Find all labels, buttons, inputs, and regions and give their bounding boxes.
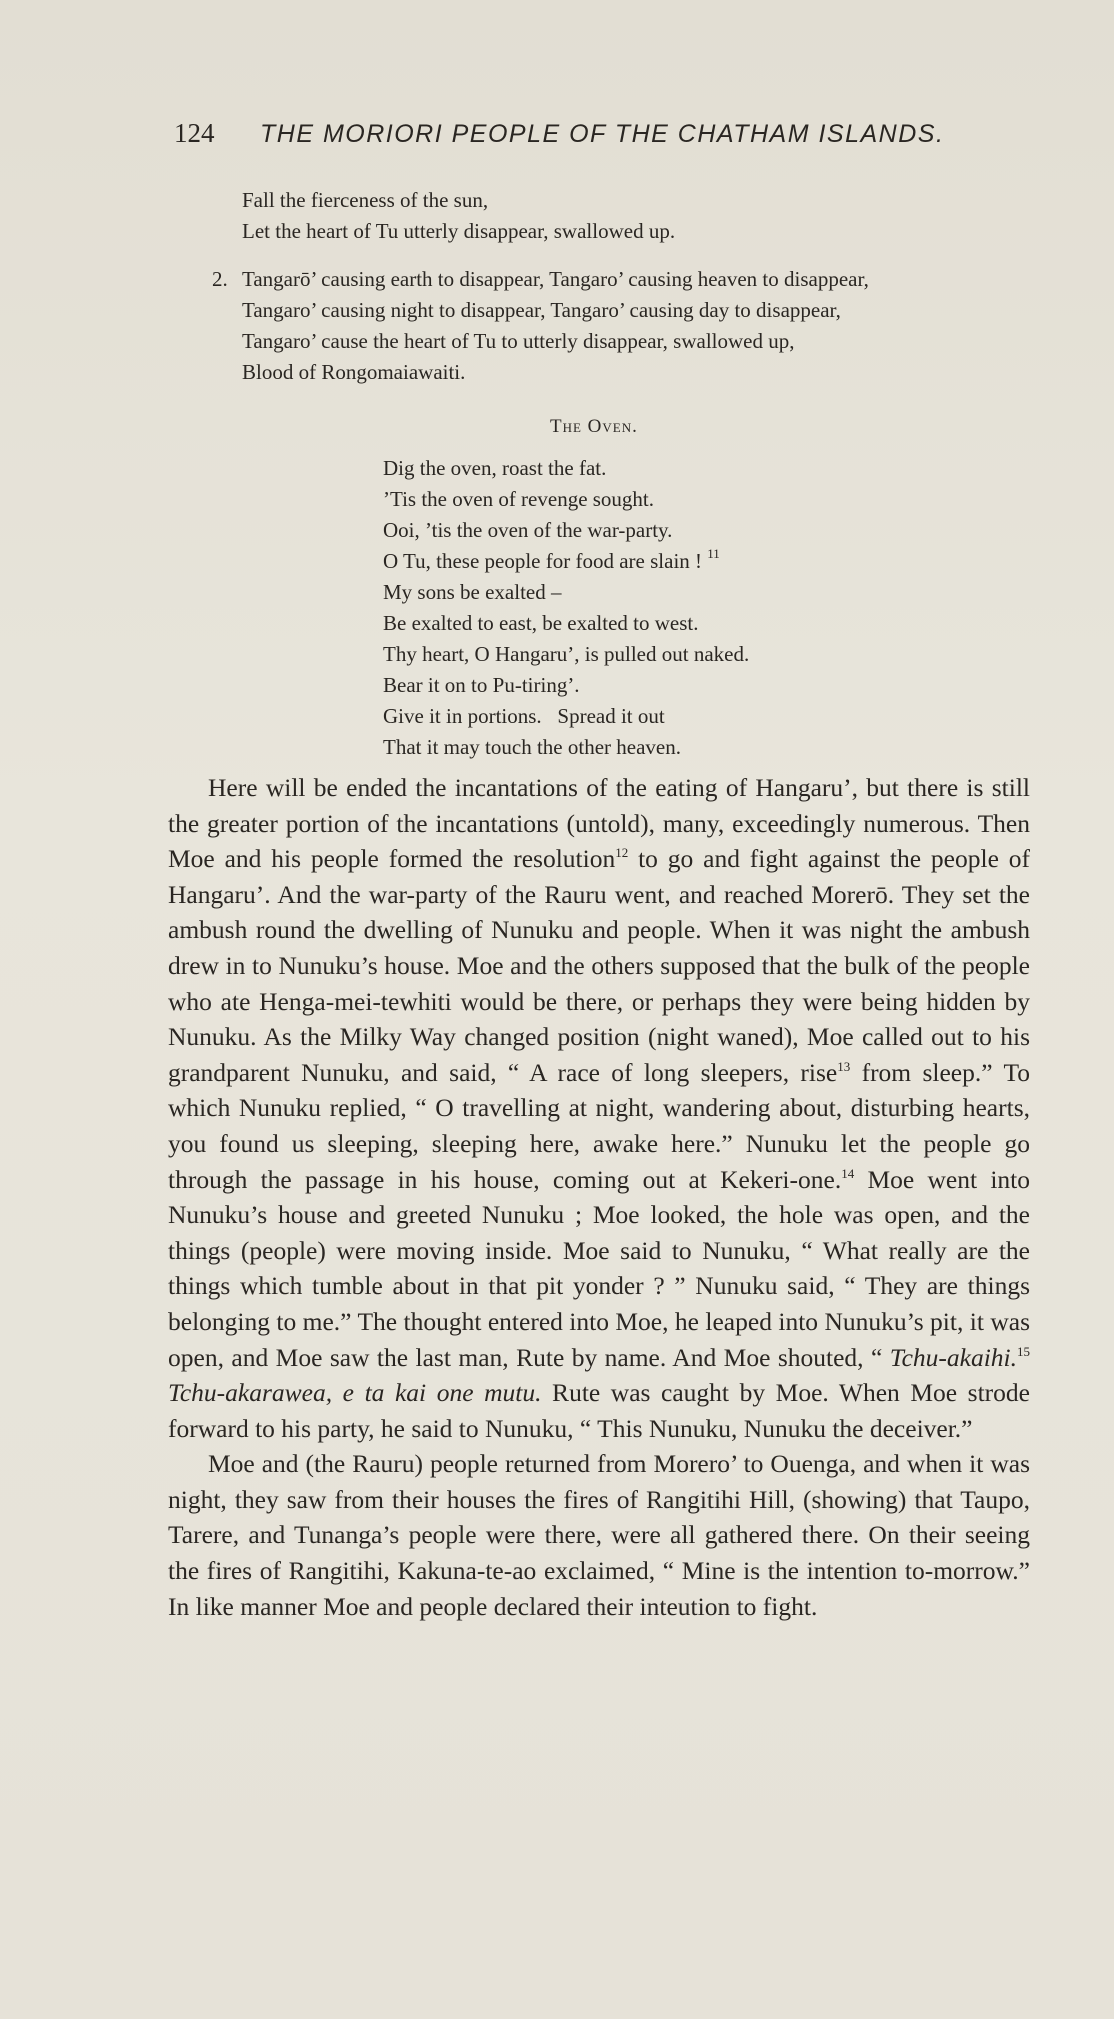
- verse-line: Thy heart, O Hangaru’, is pulled out naked.: [383, 642, 750, 666]
- footnote-ref: 13: [837, 1058, 851, 1074]
- text-run: Moe went into Nunuku’s house and greeted Nunuku ; Moe looked, the hole was open, and the things (people) were moving inside. Moe said to Nunuku, “ What really are the things which tumble about in that pit yonder ? ” Nunuku said, “ They are things belonging to me.” The thought entered into Moe, he leaped into Nunuku’s pit, it was open, and Moe saw the last man, Rute by name. And Moe shouted, “: [168, 1164, 1031, 1372]
- verse-line: That it may touch the other heaven.: [383, 735, 681, 759]
- verse-line: Tangaro’ causing night to disappear, Tangaro’ causing day to disappear,: [242, 298, 841, 322]
- page-number: 124: [174, 118, 215, 148]
- footnote-ref: 14: [841, 1165, 855, 1181]
- verse-line: Blood of Rongomaiawaiti.: [242, 360, 466, 384]
- page-header: [174, 118, 1034, 158]
- verse-line: Be exalted to east, be exalted to west.: [383, 611, 699, 635]
- text-run: to go and fight against the people of Hangaru’. And the war-party of the Rauru went, and reached Morerō. They set the ambush round the dwelling of Nunuku and people. When it was night the ambush drew in to Nunuku’s house. Moe and the others supposed that the bulk of the people who ate Henga-mei-tewhiti would be there, or perhaps they were being hidden by Nunuku. As the Milky Way changed position (night waned), Moe called out to his grandparent Nunuku, and said, “ A race of long sleepers, rise: [168, 844, 1030, 1087]
- verse-line: Ooi, ’tis the oven of the war-party.: [383, 518, 673, 542]
- verse-line: Fall the fierceness of the sun,: [242, 188, 489, 212]
- footnote-ref: 12: [615, 845, 629, 861]
- verse-line-text: O Tu, these people for food are slain !: [383, 549, 703, 573]
- verse-line: ’Tis the oven of revenge sought.: [383, 487, 655, 511]
- oven-verse: [383, 453, 749, 763]
- verse-line: Bear it on to Pu-tiring’.: [383, 673, 580, 697]
- verse-line: [383, 546, 749, 577]
- paragraph: [168, 770, 1030, 1446]
- footnote-ref: 11: [707, 546, 720, 561]
- footnote-ref: 15: [1017, 1343, 1030, 1359]
- verse-line: Let the heart of Tu utterly disappear, swallowed up.: [242, 219, 676, 243]
- verse-line: My sons be exalted –: [383, 580, 562, 604]
- section-heading-oven: The Oven.: [550, 416, 638, 437]
- verse-line: Give it in portions. Spread it out: [383, 704, 665, 728]
- body-text: [168, 770, 1030, 1624]
- text-run: from sleep.” To which Nunuku replied, “ O travelling at night, wandering about, disturbing hearts, you found us sleeping, sleeping here, awake here.” Nunuku let the people go through the passage in his house, coming out at Kekeri-one.: [168, 1057, 1030, 1194]
- running-title: THE MORIORI PEOPLE OF THE CHATHAM ISLANDS.: [260, 120, 945, 148]
- verse-top: [242, 185, 675, 247]
- verse-two: [212, 264, 869, 388]
- paragraph: Moe and (the Rauru) people returned from Morero’ to Ouenga, and when it was night, they saw from their houses the fires of Rangitihi Hill, (showing) that Taupo, Tarere, and Tunanga’s people were there, were all gathered there. On their seeing the fires of Rangitihi, Kakuna-te-ao exclaimed, “ Mine is the intention to-morrow.” In like manner Moe and people declared their inteution to fight.: [168, 1449, 1030, 1621]
- text-run: Rute was caught by Moe. When Moe strode forward to his party, he said to Nunuku, “ This Nunuku, Nunuku the deceiver.”: [168, 1378, 1030, 1443]
- verse-line: Dig the oven, roast the fat.: [383, 456, 607, 480]
- italic-text: Tchu-akaihi.: [889, 1342, 1017, 1372]
- verse-line: Tangaro’ cause the heart of Tu to utterly disappear, swallowed up,: [242, 329, 795, 353]
- verse-number: 2.: [212, 267, 228, 291]
- verse-line: Tangarō’ causing earth to disappear, Tangaro’ causing heaven to disappear,: [242, 267, 869, 291]
- italic-text: Tchu-akarawea, e ta kai one mutu.: [168, 1378, 542, 1408]
- text-run: Here will be ended the incantations of the eating of Hangaru’, but there is still the greater portion of the incantations (untold), many, exceedingly numerous. Then Moe and his people formed the resolution: [168, 773, 1030, 874]
